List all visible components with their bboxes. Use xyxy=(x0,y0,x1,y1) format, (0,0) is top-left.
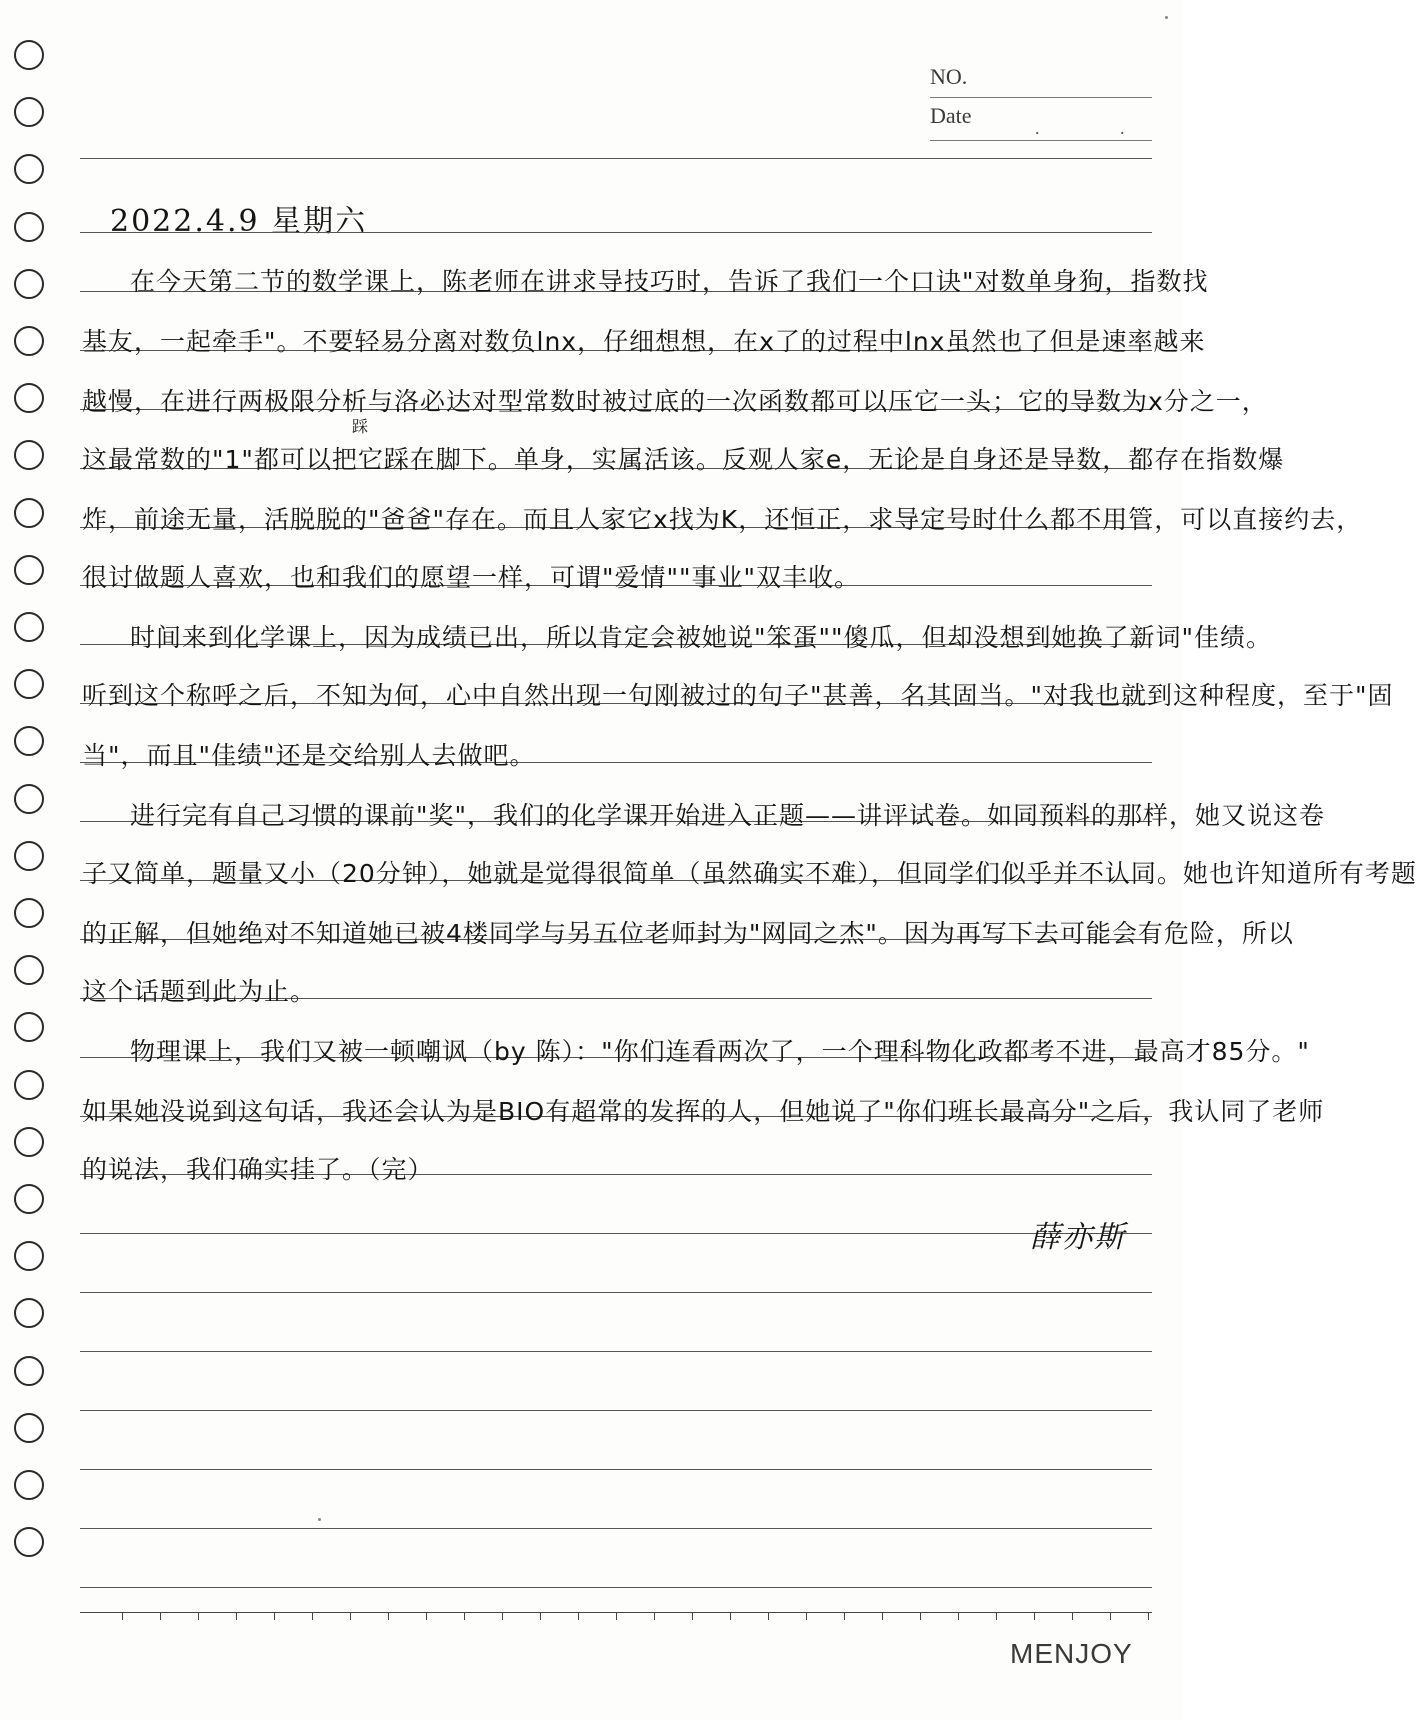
date-dots: . . xyxy=(1035,118,1163,138)
ruler-tick xyxy=(578,1612,579,1620)
ruler-tick xyxy=(1110,1612,1111,1620)
date-label: Date xyxy=(930,103,972,128)
ruler-tick xyxy=(160,1612,161,1620)
binder-hole xyxy=(14,955,44,985)
bottom-ruler xyxy=(80,1612,1152,1622)
binder-hole xyxy=(14,383,44,413)
text-line-13: 这个话题到此为止。 xyxy=(82,977,317,1006)
binder-hole xyxy=(14,669,44,699)
text-line-16: 的说法，我们确实挂了。（完） xyxy=(82,1155,434,1184)
ruler-tick xyxy=(806,1612,807,1620)
ruler-tick xyxy=(1072,1612,1073,1620)
binder-hole xyxy=(14,726,44,756)
binder-hole xyxy=(14,97,44,127)
binder-hole xyxy=(14,1527,44,1557)
binder-hole xyxy=(14,1298,44,1328)
ruled-line xyxy=(80,1528,1152,1529)
ruler-tick xyxy=(464,1612,465,1620)
binder-hole xyxy=(14,1241,44,1271)
text-line-5: 炸，前途无量，活脱脱的"爸爸"存在。而且人家它x找为K，还恒正，求导定号时什么都不用管，可以直接约去， xyxy=(82,505,1363,534)
date-line-rule xyxy=(930,140,1152,141)
binder-hole xyxy=(14,1070,44,1100)
ruled-line xyxy=(80,1351,1152,1352)
no-line xyxy=(930,97,1152,98)
ruled-line xyxy=(80,1587,1152,1588)
ruler-tick xyxy=(502,1612,503,1620)
ruler-tick xyxy=(312,1612,313,1620)
ruler-tick xyxy=(236,1612,237,1620)
ruler-tick xyxy=(768,1612,769,1620)
signature: 薛亦斯 xyxy=(1030,1220,1126,1255)
ruled-line xyxy=(80,1469,1152,1470)
text-line-7: 时间来到化学课上，因为成绩已出，所以肯定会被她说"笨蛋""傻瓜，但却没想到她换了新词"佳绩。 xyxy=(130,623,1272,652)
binder-hole xyxy=(14,555,44,585)
ruler-tick xyxy=(844,1612,845,1620)
binder-hole xyxy=(14,1012,44,1042)
ruler-tick xyxy=(198,1612,199,1620)
ruler-tick xyxy=(426,1612,427,1620)
ruler-tick xyxy=(996,1612,997,1620)
binder-hole xyxy=(14,498,44,528)
text-line-6: 很讨做题人喜欢，也和我们的愿望一样，可谓"爱情""事业"双丰收。 xyxy=(82,563,860,592)
ruler-tick xyxy=(654,1612,655,1620)
binder-hole xyxy=(14,154,44,184)
binder-hole xyxy=(14,326,44,356)
text-line-14: 物理课上，我们又被一顿嘲讽（by 陈）："你们连看两次了，一个理科物化政都考不进，最高才85分。" xyxy=(130,1037,1310,1066)
ruler-tick xyxy=(388,1612,389,1620)
ruled-line xyxy=(80,232,1152,233)
text-line-9: 当"，而且"佳绩"还是交给别人去做吧。 xyxy=(82,741,536,770)
ruler-tick xyxy=(274,1612,275,1620)
ruler-tick xyxy=(122,1612,123,1620)
binder-hole xyxy=(14,440,44,470)
ruler-tick xyxy=(350,1612,351,1620)
entry-date: 2022.4.9 星期六 xyxy=(110,204,368,239)
brand-logo: MENJOY xyxy=(1010,1638,1133,1669)
ruler-tick xyxy=(1034,1612,1035,1620)
binder-hole xyxy=(14,40,44,70)
ruled-line xyxy=(80,1233,1152,1234)
binder-hole xyxy=(14,1470,44,1500)
ruler-tick xyxy=(958,1612,959,1620)
binder-hole xyxy=(14,841,44,871)
binder-hole xyxy=(14,1184,44,1214)
text-line-11: 子又简单，题量又小（20分钟），她就是觉得很简单（虽然确实不难），但同学们似乎并不认同。她也许知道所有考题 xyxy=(82,859,1417,888)
paper-speck xyxy=(318,1518,321,1521)
ruler-tick xyxy=(920,1612,921,1620)
ruler-tick xyxy=(692,1612,693,1620)
text-line-1: 在今天第二节的数学课上，陈老师在讲求导技巧时，告诉了我们一个口诀"对数单身狗，指数找 xyxy=(130,267,1209,296)
binder-hole xyxy=(14,269,44,299)
text-line-3: 越慢，在进行两极限分析与洛必达对型常数时被过底的一次函数都可以压它一头；它的导数为x分之一， xyxy=(82,387,1268,416)
text-line-12: 的正解，但她绝对不知道她已被4楼同学与另五位老师封为"网同之杰"。因为再写下去可能会有危险，所以 xyxy=(82,919,1294,948)
binder-hole xyxy=(14,1127,44,1157)
binder-hole xyxy=(14,612,44,642)
header-rule xyxy=(80,158,1152,159)
ruler-tick xyxy=(540,1612,541,1620)
no-label: NO. xyxy=(930,64,968,89)
annotation-mark: 踩 xyxy=(352,417,369,436)
text-line-8: 听到这个称呼之后，不知为何，心中自然出现一句刚被过的句子"甚善，名其固当。"对我也就到这种程度，至于"固 xyxy=(82,681,1394,710)
binder-hole xyxy=(14,784,44,814)
ruler-tick xyxy=(882,1612,883,1620)
text-line-10: 进行完有自己习惯的课前"奖"，我们的化学课开始进入正题——讲评试卷。如同预料的那样，她又说这卷 xyxy=(130,801,1326,830)
binder-hole xyxy=(14,1356,44,1386)
binder-hole xyxy=(14,1413,44,1443)
text-line-15: 如果她没说到这句话，我还会认为是BIO有超常的发挥的人，但她说了"你们班长最高分"之后，我认同了老师 xyxy=(82,1097,1325,1126)
ruler-tick xyxy=(1148,1612,1149,1620)
ruler-tick xyxy=(730,1612,731,1620)
text-line-2: 基友，一起牵手"。不要轻易分离对数负lnx，仔细想想，在x了的过程中lnx虽然也了但是速率越来 xyxy=(82,327,1206,356)
ruler-tick xyxy=(616,1612,617,1620)
binder-hole xyxy=(14,212,44,242)
ruled-line xyxy=(80,1292,1152,1293)
binder-hole xyxy=(14,898,44,928)
text-line-4: 这最常数的"1"都可以把它踩在脚下。单身，实属活该。反观人家e，无论是自身还是导数，都存在指数爆 xyxy=(82,445,1285,474)
paper-speck xyxy=(1165,16,1168,19)
ruled-line xyxy=(80,1410,1152,1411)
